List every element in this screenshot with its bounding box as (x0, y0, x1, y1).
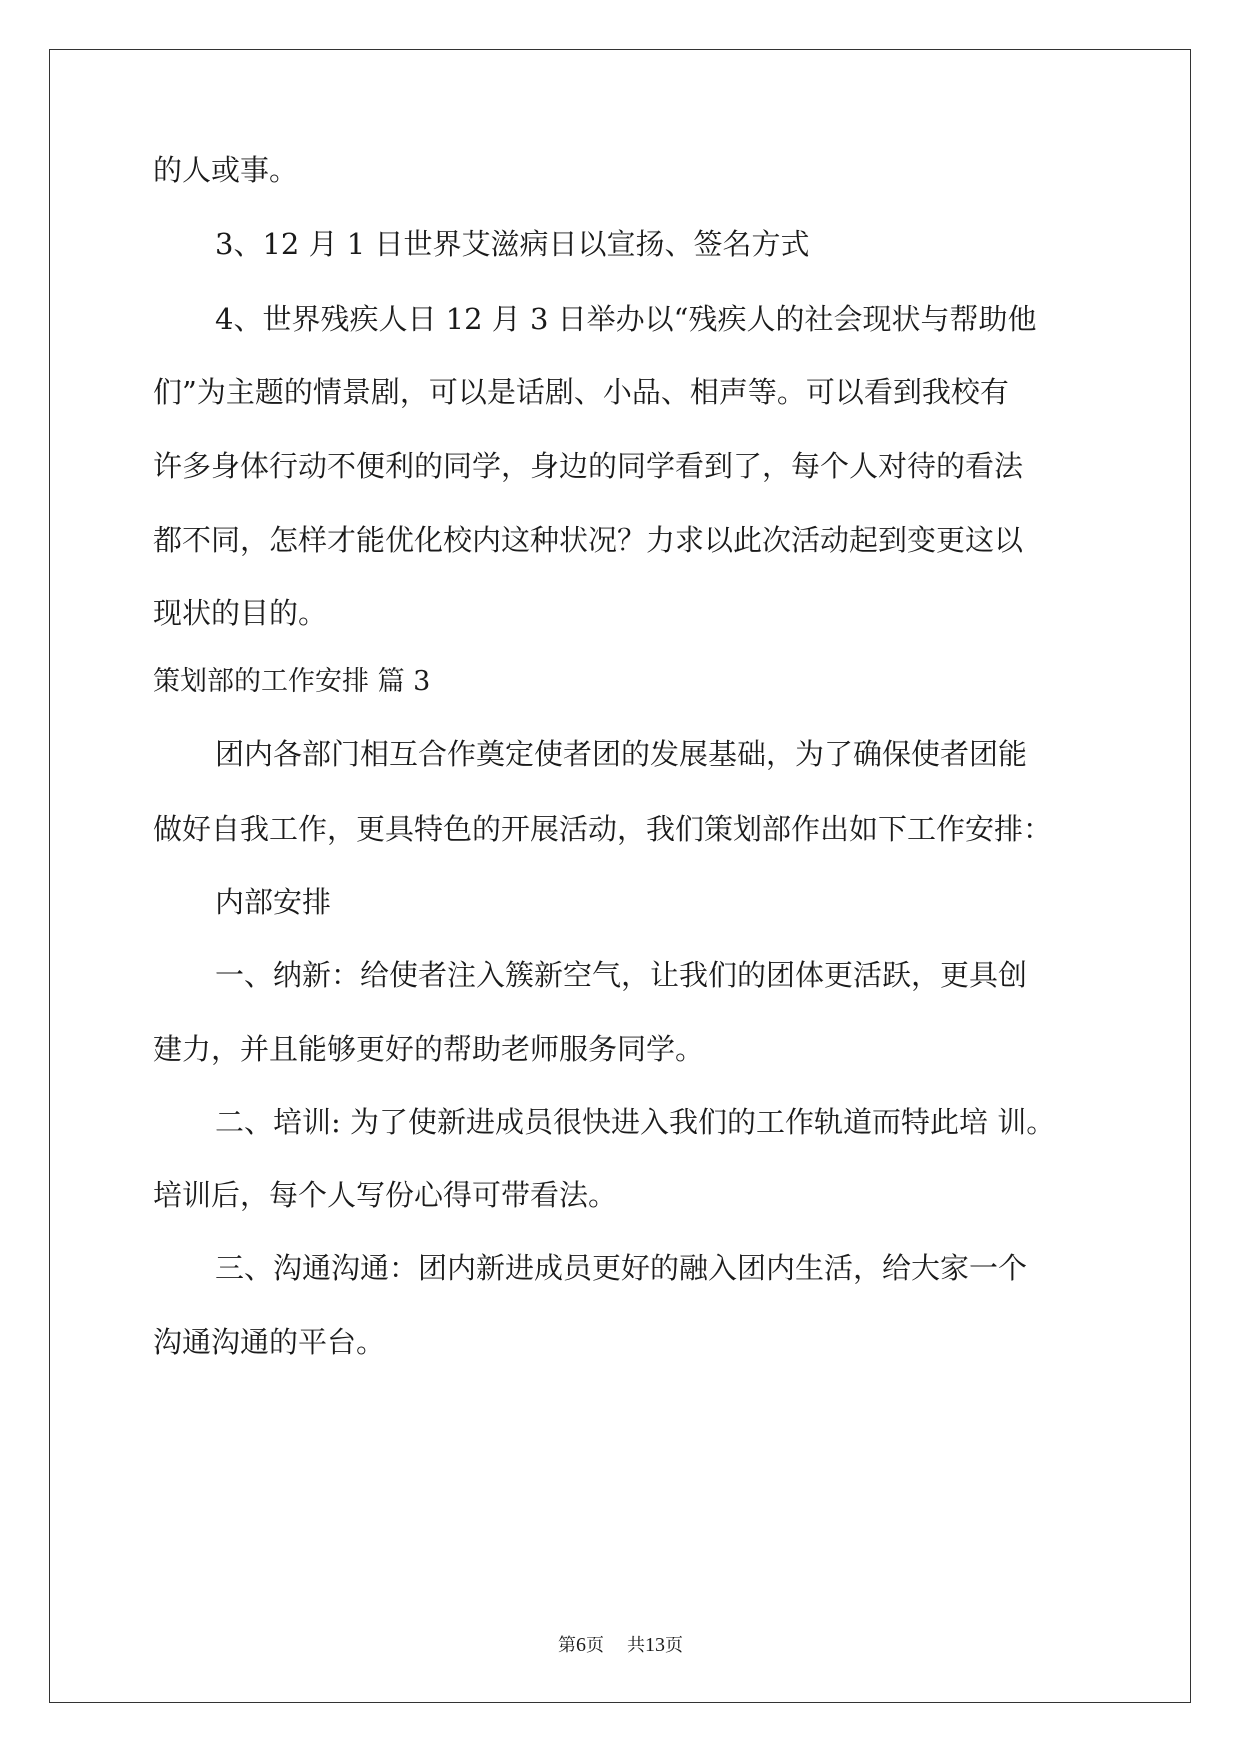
page-number: 6 (576, 1634, 587, 1656)
paragraph-line: 三、沟通沟通：团内新进成员更好的融入团内生活，给大家一个 (215, 1251, 1028, 1285)
paragraph-line: 现状的目的。 (153, 596, 328, 630)
paragraph-line: 内部安排 (215, 885, 332, 919)
paragraph-line: 的人或事。 (153, 153, 299, 187)
footer-total-prefix: 共 (626, 1635, 645, 1656)
paragraph-line: 做好自我工作，更具特色的开展活动，我们策划部作出如下工作安排： (153, 812, 1053, 846)
page-footer (0, 1631, 1241, 1657)
paragraph-line: 团内各部门相互合作奠定使者团的发展基础，为了确保使者团能 (215, 737, 1028, 771)
footer-prefix: 第 (558, 1635, 577, 1656)
total-pages: 13 (644, 1634, 665, 1656)
paragraph-line: 建力，并且能够更好的帮助老师服务同学。 (153, 1032, 705, 1066)
paragraph-line: 3、12 月 1 日世界艾滋病日以宣扬、签名方式 (215, 227, 810, 261)
paragraph-line: 许多身体行动不便利的同学，身边的同学看到了，每个人对待的看法 (153, 449, 1024, 483)
paragraph-line: 4、世界残疾人日 12 月 3 日举办以“残疾人的社会现状与帮助他 (215, 302, 1037, 336)
paragraph-line: 二、培训: 为了使新进成员很快进入我们的工作轨道而特此培 训。 (215, 1105, 1056, 1139)
paragraph-line: 都不同，怎样才能优化校内这种状况？力求以此次活动起到变更这以 (153, 523, 1024, 557)
footer-total-suffix: 页 (664, 1635, 683, 1656)
paragraph-line: 沟通沟通的平台。 (153, 1325, 386, 1359)
paragraph-line: 一、纳新：给使者注入簇新空气，让我们的团体更活跃，更具创 (215, 958, 1028, 992)
section-heading: 策划部的工作安排 篇 3 (153, 666, 431, 697)
page-border (49, 49, 1191, 1703)
footer-page-suffix: 页 (586, 1635, 605, 1656)
paragraph-line: 们”为主题的情景剧，可以是话剧、小品、相声等。可以看到我校有 (153, 375, 1009, 409)
paragraph-line: 培训后，每个人写份心得可带看法。 (153, 1178, 618, 1212)
